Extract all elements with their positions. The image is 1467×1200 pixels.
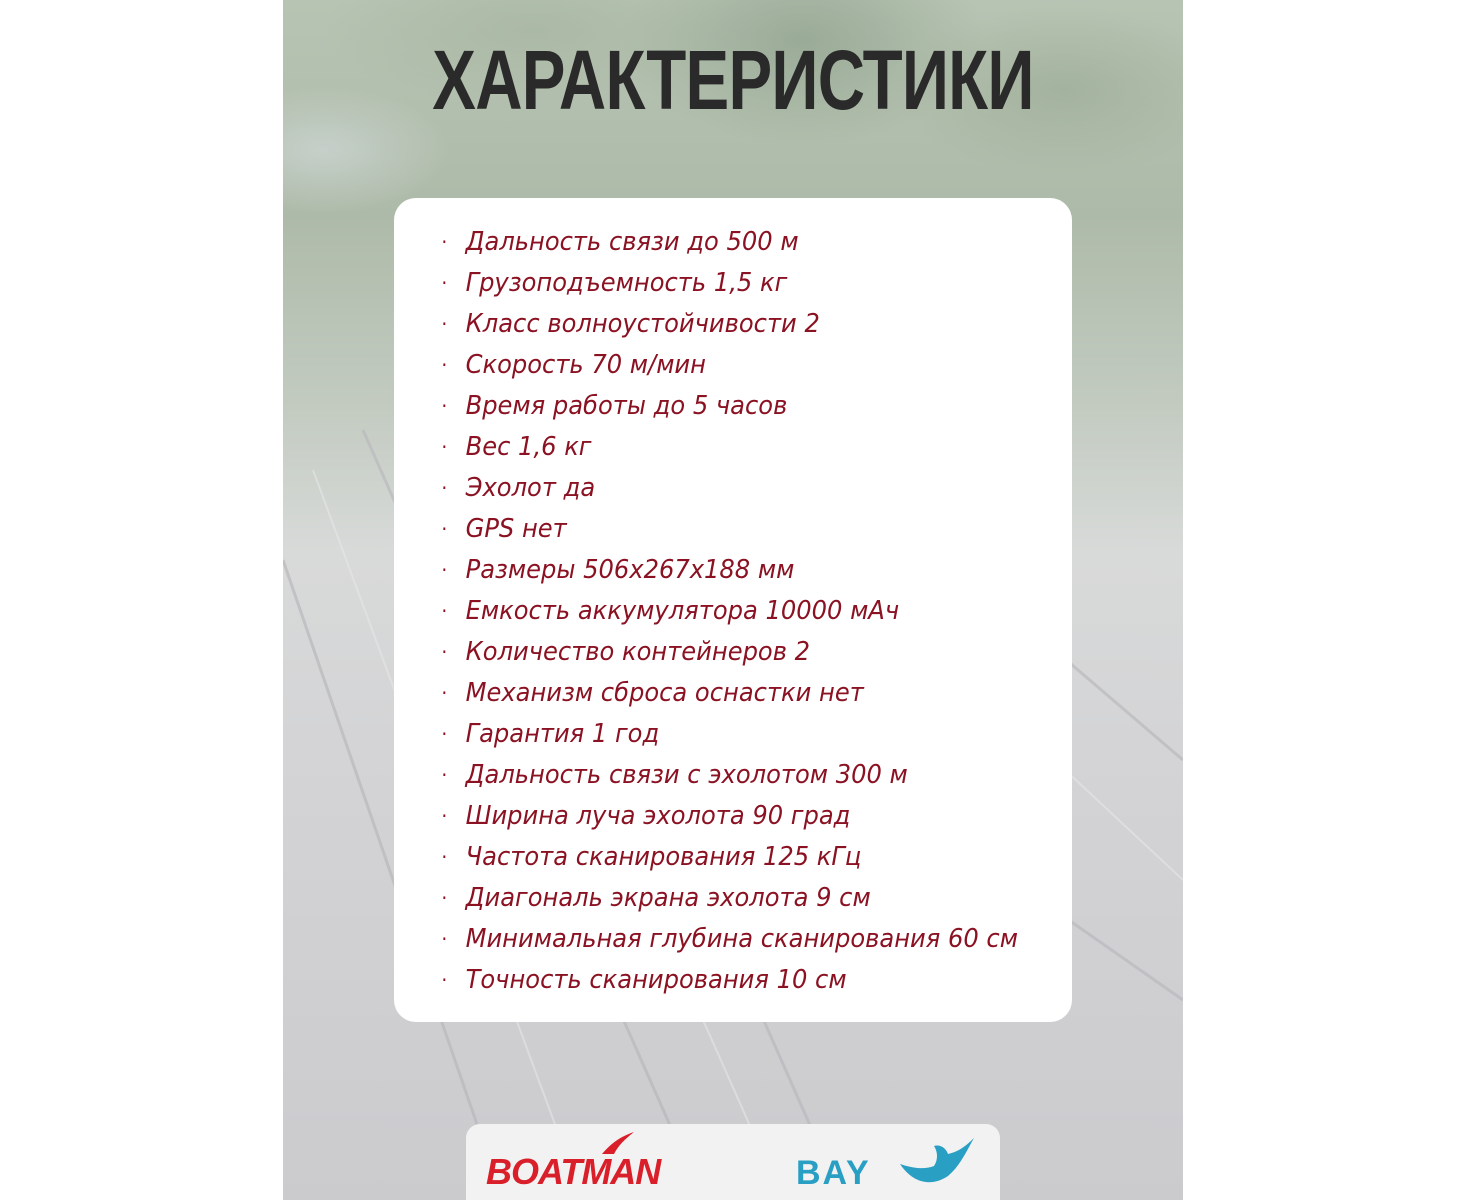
bullet-icon: ·	[441, 681, 448, 705]
bay-logo	[796, 1130, 986, 1200]
brand-logos	[466, 1124, 1000, 1200]
boatman-logo	[484, 1128, 694, 1198]
spec-text: Диагональ экрана эхолота 9 см	[465, 883, 871, 913]
spec-text: Минимальная глубина сканирования 60 см	[465, 924, 1018, 954]
bullet-icon: ·	[441, 927, 448, 951]
spec-text: Количество контейнеров 2	[465, 637, 811, 667]
spec-text: Размеры 506х267х188 мм	[465, 555, 795, 585]
bullet-icon: ·	[441, 804, 448, 828]
page-title: ХАРАКТЕРИСТИКИ	[432, 33, 1034, 127]
bullet-icon: ·	[441, 271, 448, 295]
spec-item	[394, 960, 1025, 1001]
bullet-icon: ·	[441, 435, 448, 459]
spec-item	[394, 919, 1025, 960]
bullet-icon: ·	[441, 230, 448, 254]
spec-text: Эхолот да	[465, 473, 596, 503]
spec-text: Механизм сброса оснастки нет	[465, 678, 864, 708]
spec-item	[394, 714, 1025, 755]
spec-item	[394, 632, 1025, 673]
spec-item	[394, 550, 1025, 591]
bullet-icon: ·	[441, 394, 448, 418]
specs-card	[394, 198, 1072, 1022]
spec-text: Вес 1,6 кг	[465, 432, 592, 462]
spec-item	[394, 304, 1025, 345]
bullet-icon: ·	[441, 517, 448, 541]
spec-text: Емкость аккумулятора 10000 мАч	[465, 596, 900, 626]
spec-item	[394, 673, 1025, 714]
spec-item	[394, 509, 1025, 550]
bullet-icon: ·	[441, 763, 448, 787]
spec-text: Гарантия 1 год	[465, 719, 660, 749]
spec-text: Время работы до 5 часов	[465, 391, 788, 421]
bullet-icon: ·	[441, 845, 448, 869]
spec-text: Частота сканирования 125 кГц	[465, 842, 862, 872]
spec-text: Скорость 70 м/мин	[465, 350, 706, 380]
spec-item	[394, 755, 1025, 796]
spec-item	[394, 591, 1025, 632]
spec-item	[394, 386, 1025, 427]
bullet-icon: ·	[441, 558, 448, 582]
spec-item	[394, 796, 1025, 837]
spec-item	[394, 468, 1025, 509]
spec-text: Дальность связи до 500 м	[465, 227, 799, 257]
bullet-icon: ·	[441, 722, 448, 746]
bullet-icon: ·	[441, 599, 448, 623]
spec-item	[394, 263, 1025, 304]
spec-item	[394, 837, 1025, 878]
spec-text: GPS нет	[465, 514, 567, 544]
spec-text: Грузоподъемность 1,5 кг	[465, 268, 788, 298]
spec-item	[394, 222, 1025, 263]
specs-list	[394, 198, 1072, 1001]
spec-text: Класс волноустойчивости 2	[465, 309, 820, 339]
boatman-logo-text: BOATMAN	[486, 1151, 661, 1192]
spec-text: Ширина луча эхолота 90 град	[465, 801, 851, 831]
spec-item	[394, 878, 1025, 919]
spec-text: Точность сканирования 10 см	[465, 965, 847, 995]
bullet-icon: ·	[441, 640, 448, 664]
spec-item	[394, 427, 1025, 468]
bullet-icon: ·	[441, 312, 448, 336]
poster-background	[283, 0, 1183, 1200]
bay-logo-text: BAY	[796, 1154, 871, 1192]
bullet-icon: ·	[441, 353, 448, 377]
spec-item	[394, 345, 1025, 386]
bullet-icon: ·	[441, 476, 448, 500]
bullet-icon: ·	[441, 968, 448, 992]
bullet-icon: ·	[441, 886, 448, 910]
spec-text: Дальность связи с эхолотом 300 м	[465, 760, 908, 790]
